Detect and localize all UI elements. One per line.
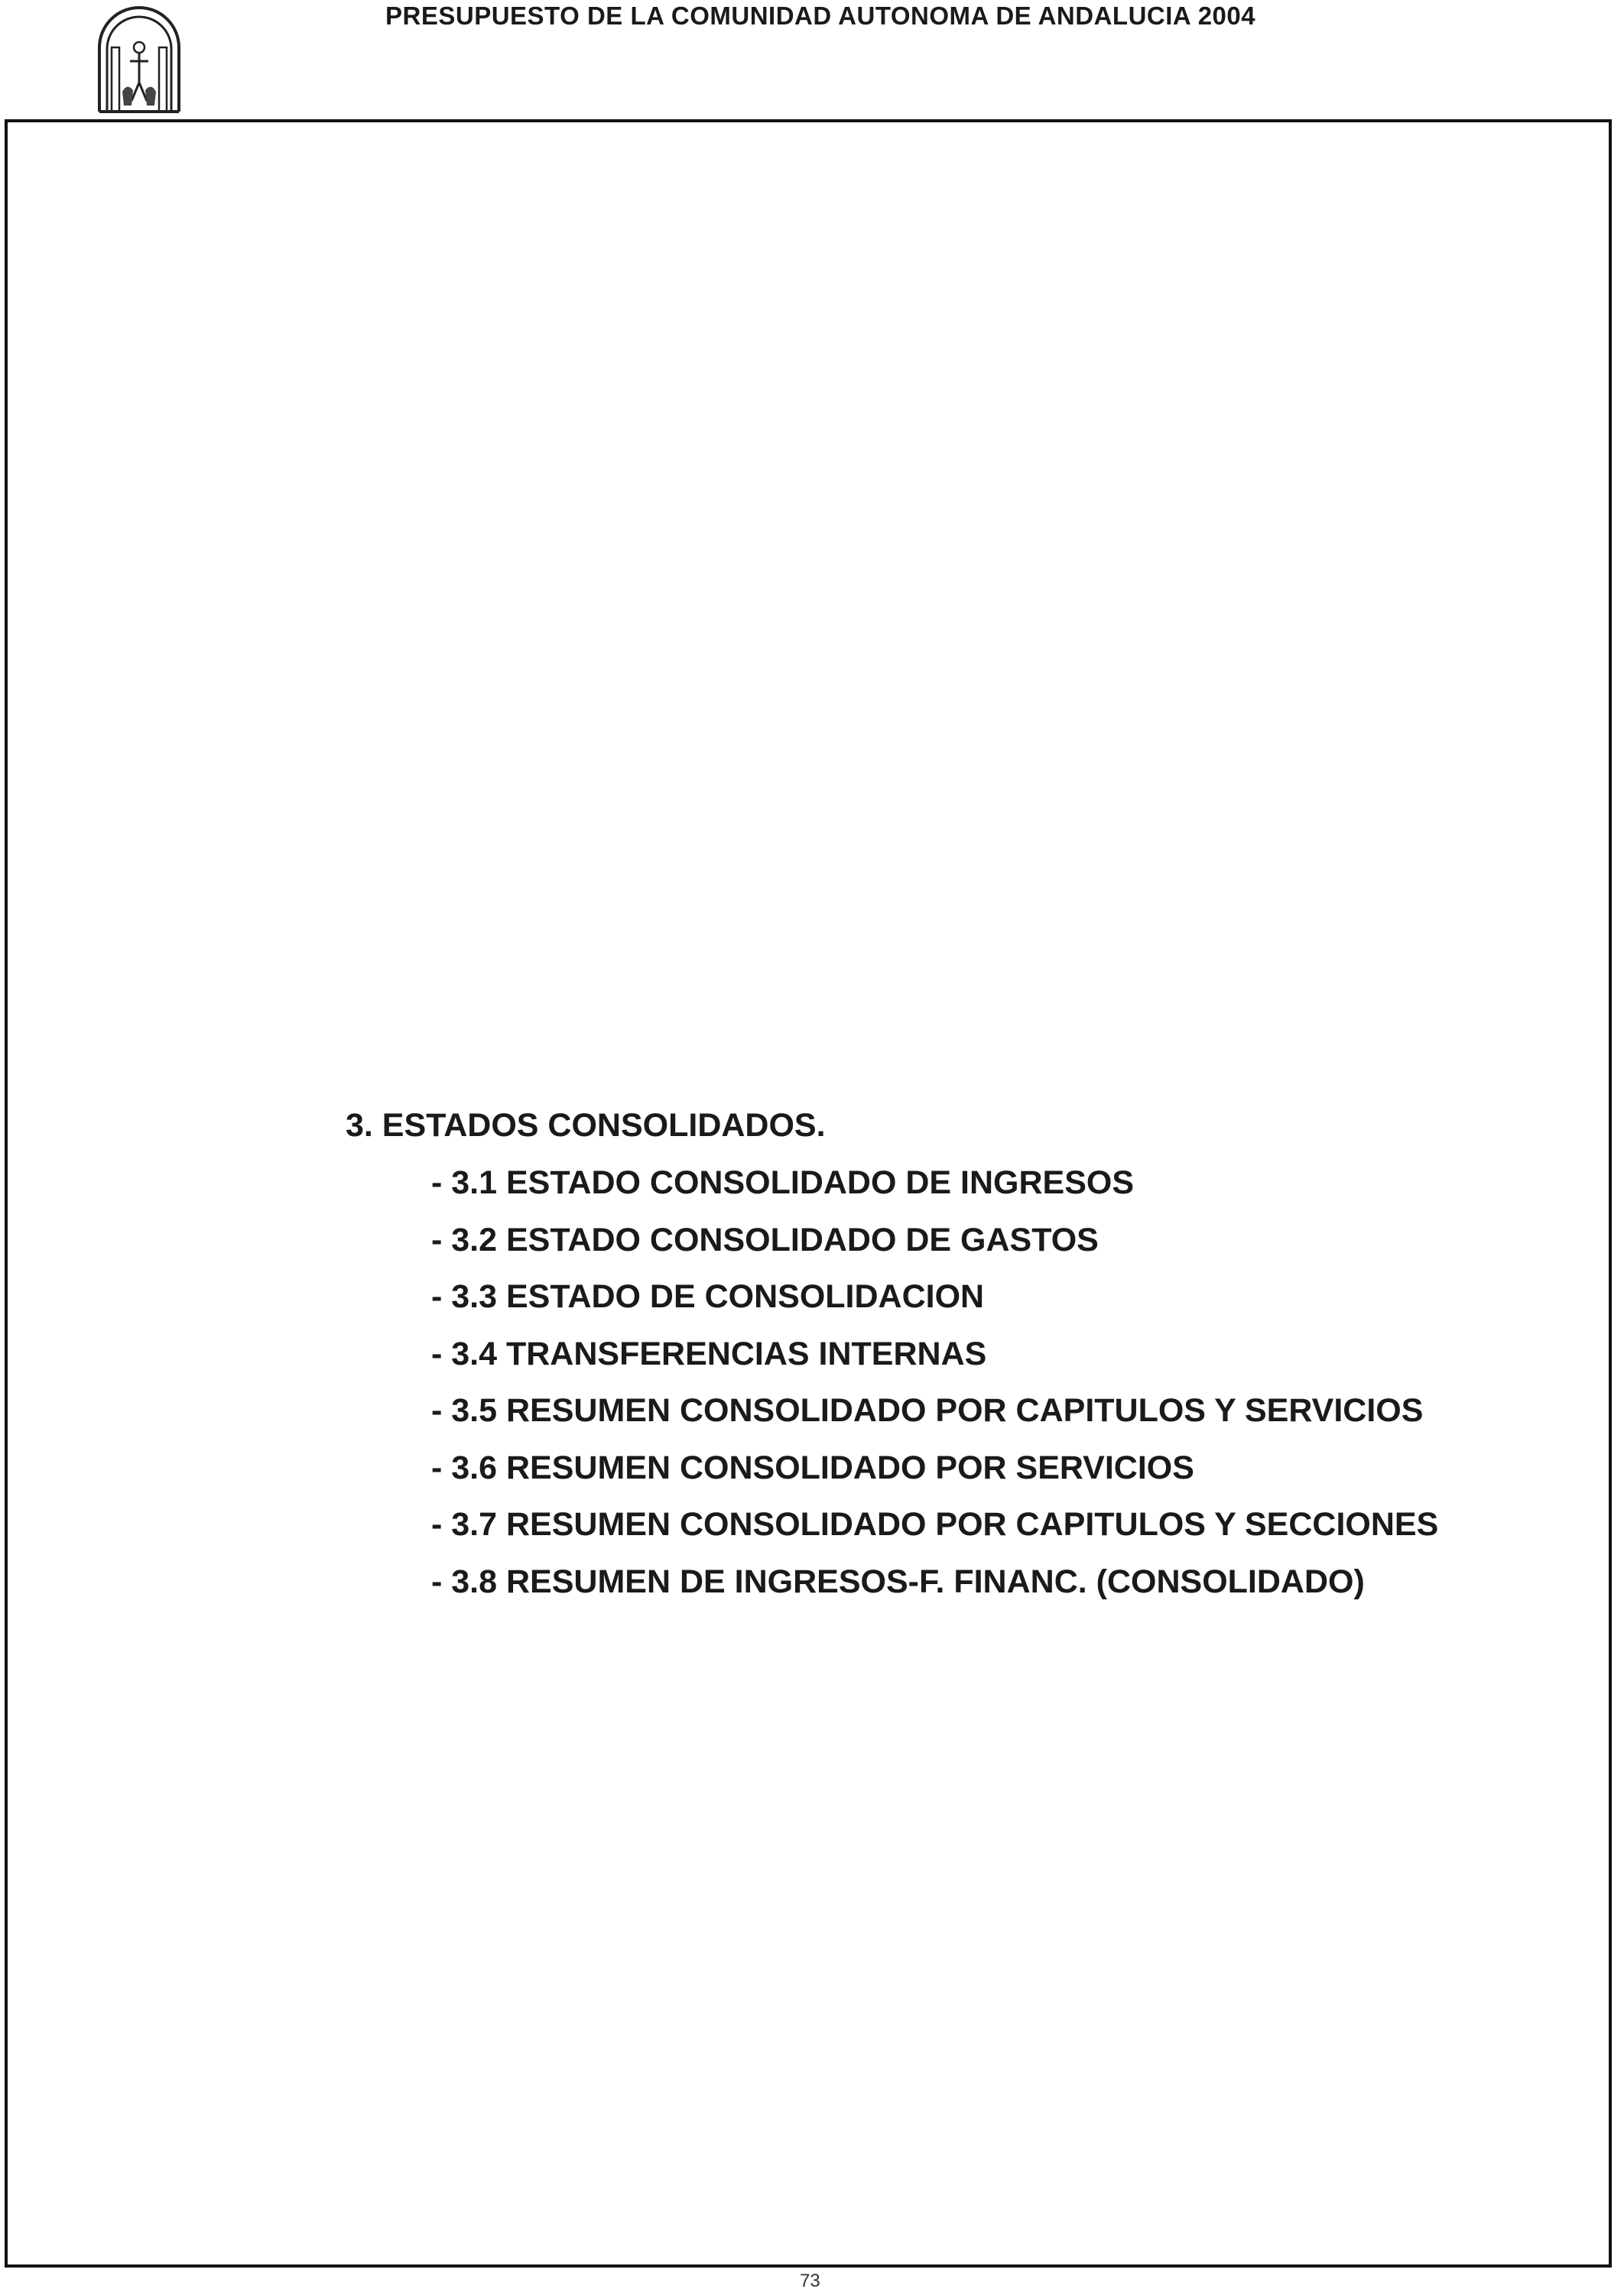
page-header-title: PRESUPUESTO DE LA COMUNIDAD AUTONOMA DE ANDALUCIA 2004 (385, 2, 1256, 30)
toc-item-3-6: - 3.6 RESUMEN CONSOLIDADO POR SERVICIOS (431, 1449, 1194, 1486)
table-of-contents (431, 1164, 1438, 1619)
toc-item-3-4: - 3.4 TRANSFERENCIAS INTERNAS (431, 1335, 987, 1372)
toc-item-3-1: - 3.1 ESTADO CONSOLIDADO DE INGRESOS (431, 1164, 1135, 1201)
toc-item-3-8: - 3.8 RESUMEN DE INGRESOS-F. FINANC. (CONSOLIDADO) (431, 1563, 1365, 1600)
toc-item-3-3: - 3.3 ESTADO DE CONSOLIDACION (431, 1278, 985, 1315)
page-number: 73 (800, 2271, 820, 2291)
toc-item-3-5: - 3.5 RESUMEN CONSOLIDADO POR CAPITULOS Y SERVICIOS (431, 1392, 1424, 1429)
toc-item-3-2: - 3.2 ESTADO CONSOLIDADO DE GASTOS (431, 1221, 1099, 1258)
section-title: 3. ESTADOS CONSOLIDADOS. (346, 1107, 826, 1144)
toc-item-3-7: - 3.7 RESUMEN CONSOLIDADO POR CAPITULOS Y SECCIONES (431, 1506, 1439, 1543)
coat-of-arms-icon (96, 0, 182, 115)
